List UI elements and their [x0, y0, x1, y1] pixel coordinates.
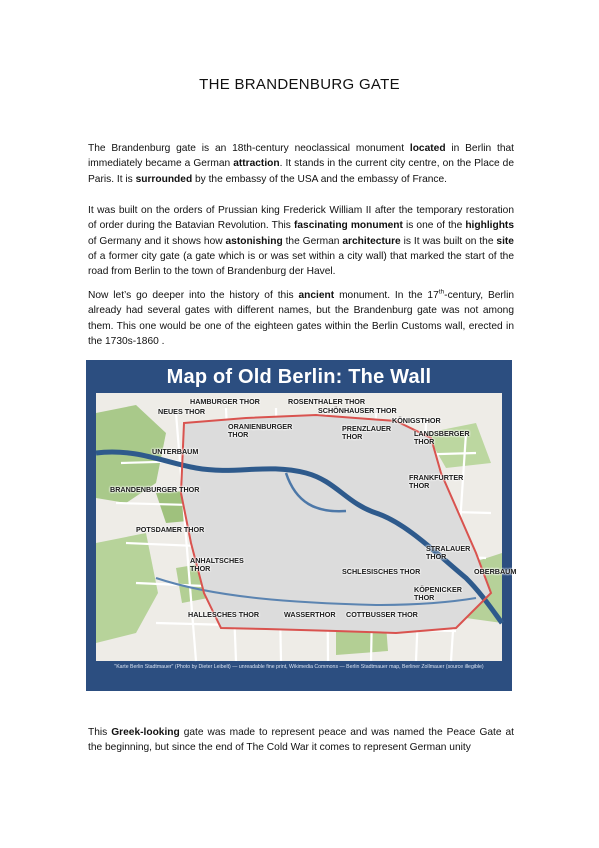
gate-label: BRANDENBURGER THOR: [110, 485, 200, 494]
map-credit: "Karte Berlin Stadtmauer" (Photo by Dieter Leibelt) — unreadable fine print, Wikimedia Commons — Berlin Stadtmauer map, Berliner Zollmauer (source illegible): [114, 664, 484, 670]
gate-label: LANDSBERGER THOR: [414, 429, 470, 446]
paragraph-peace-gate: This Greek-looking gate was made to represent peace and was named the Peace Gate at the beginning, but since the end of The Cold War it comes to represent German unity: [88, 727, 515, 754]
gate-label: HALLESCHES THOR: [188, 610, 260, 619]
gate-label: UNTERBAUM: [152, 447, 199, 456]
gate-label: NEUES THOR: [158, 407, 206, 416]
gate-label: OBERBAUM: [474, 567, 517, 576]
gate-label: HAMBURGER THOR: [190, 397, 260, 406]
gate-label: FRANKFURTER THOR: [409, 473, 464, 490]
gate-label: SCHÖNHAUSER THOR: [318, 406, 397, 415]
paragraph-construction: It was built on the orders of Prussian king Frederick William II after the temporary restoration of order during the Batavian Revolution. This fascinating monument is one of the highlights of Germany and it shows how astonishing the German architecture is It was built on the site of a former city gate (a gate which is or was set within a city wall) that marked the start of the road from Berlin to the town of Brandenburg der Havel.: [88, 205, 514, 278]
document-title: THE BRANDENBURG GATE: [199, 76, 400, 93]
paragraph-history: Now let’s go deeper into the history of this ancient monument. In the 17th-century, Berlin already had several gates with different names, but the Brandenburg gate was not among them. This one would be one of the eighteen gates within the Berlin Customs wall, erected in the 1730s-1860 .: [88, 288, 514, 347]
gate-label: SCHLESISCHES THOR: [342, 567, 421, 576]
gate-label: ROSENTHALER THOR: [288, 397, 366, 406]
gate-label: WASSERTHOR: [284, 610, 336, 619]
gate-label: PRENZLAUER THOR: [342, 424, 392, 441]
gate-label: KÖNIGSTHOR: [392, 416, 441, 425]
gate-label: STRALAUER THOR: [426, 544, 471, 561]
paragraph-intro: The Brandenburg gate is an 18th-century neoclassical monument located in Berlin that immediately became a German attraction. It stands in the current city centre, on the Place de Paris. It is surrounded by the embassy of the USA and the embassy of France.: [88, 143, 515, 185]
gate-label: ANHALTSCHES THOR: [190, 556, 244, 573]
berlin-wall-map-figure: [86, 360, 517, 691]
gate-label: KÖPENICKER THOR: [414, 585, 462, 602]
gate-label: POTSDAMER THOR: [136, 525, 205, 534]
gate-label: COTTBUSSER THOR: [346, 610, 418, 619]
gate-label: ORANIENBURGER THOR: [228, 422, 293, 439]
map-title: Map of Old Berlin: The Wall: [166, 366, 432, 388]
map-image: [96, 393, 517, 661]
